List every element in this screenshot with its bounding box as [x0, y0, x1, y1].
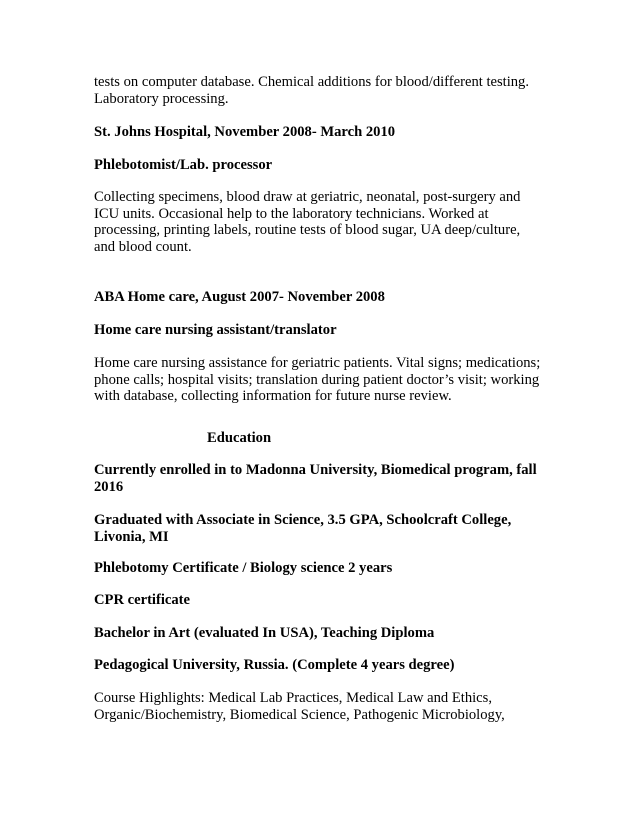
text-line: Pedagogical University, Russia. (Complete 4 years degree): [94, 657, 455, 673]
text-line: 2016: [94, 478, 124, 495]
text-line: Laboratory processing.: [94, 90, 229, 107]
text-line: Bachelor in Art (evaluated In USA), Teaching Diploma: [94, 625, 435, 641]
text-line: Organic/Biochemistry, Biomedical Science, Pathogenic Microbiology,: [94, 706, 505, 723]
job-title: [94, 157, 272, 174]
education-entry: [94, 592, 190, 609]
text-line: Phlebotomy Certificate / Biology science 2 years: [94, 560, 393, 576]
text-line: Currently enrolled in to Madonna University, Biomedical program, fall: [94, 462, 537, 478]
text-line: with database, collecting information for future nurse review.: [94, 388, 452, 404]
education-entry: [94, 512, 511, 545]
education-entry: [94, 625, 434, 642]
text-line: and blood count.: [94, 238, 192, 255]
text-line: Collecting specimens, blood draw at geriatric, neonatal, post-surgery and: [94, 189, 521, 205]
education-entry: [94, 657, 454, 674]
text-line: Phlebotomist/Lab. processor: [94, 157, 273, 173]
job-description-text: [94, 74, 529, 107]
job-description-text: [94, 355, 540, 405]
education-entry: [94, 560, 392, 577]
course-highlights-text: [94, 690, 505, 723]
text-line: Livonia, MI: [94, 528, 169, 545]
text-line: Graduated with Associate in Science, 3.5 GPA, Schoolcraft College,: [94, 512, 512, 528]
text-line: Home care nursing assistance for geriatric patients. Vital signs; medications;: [94, 355, 541, 371]
text-line: Education: [207, 430, 272, 446]
text-line: Course Highlights: Medical Lab Practices, Medical Law and Ethics,: [94, 690, 492, 706]
employer-heading: [94, 124, 395, 141]
text-line: Home care nursing assistant/translator: [94, 322, 337, 338]
text-line: processing, printing labels, routine tests of blood sugar, UA deep/culture,: [94, 222, 521, 238]
job-title: [94, 322, 337, 339]
text-line: CPR certificate: [94, 592, 191, 608]
section-heading-education: [207, 430, 271, 447]
employer-heading: [94, 289, 385, 306]
text-line: phone calls; hospital visits; translation during patient doctor’s visit; working: [94, 371, 540, 388]
text-line: ABA Home care, August 2007- November 2008: [94, 289, 385, 305]
text-line: St. Johns Hospital, November 2008- March 2010: [94, 124, 396, 140]
text-line: ICU units. Occasional help to the laboratory technicians. Worked at: [94, 205, 489, 222]
text-line: tests on computer database. Chemical additions for blood/different testing.: [94, 74, 530, 90]
education-entry: [94, 462, 537, 495]
job-description-text: [94, 189, 520, 255]
